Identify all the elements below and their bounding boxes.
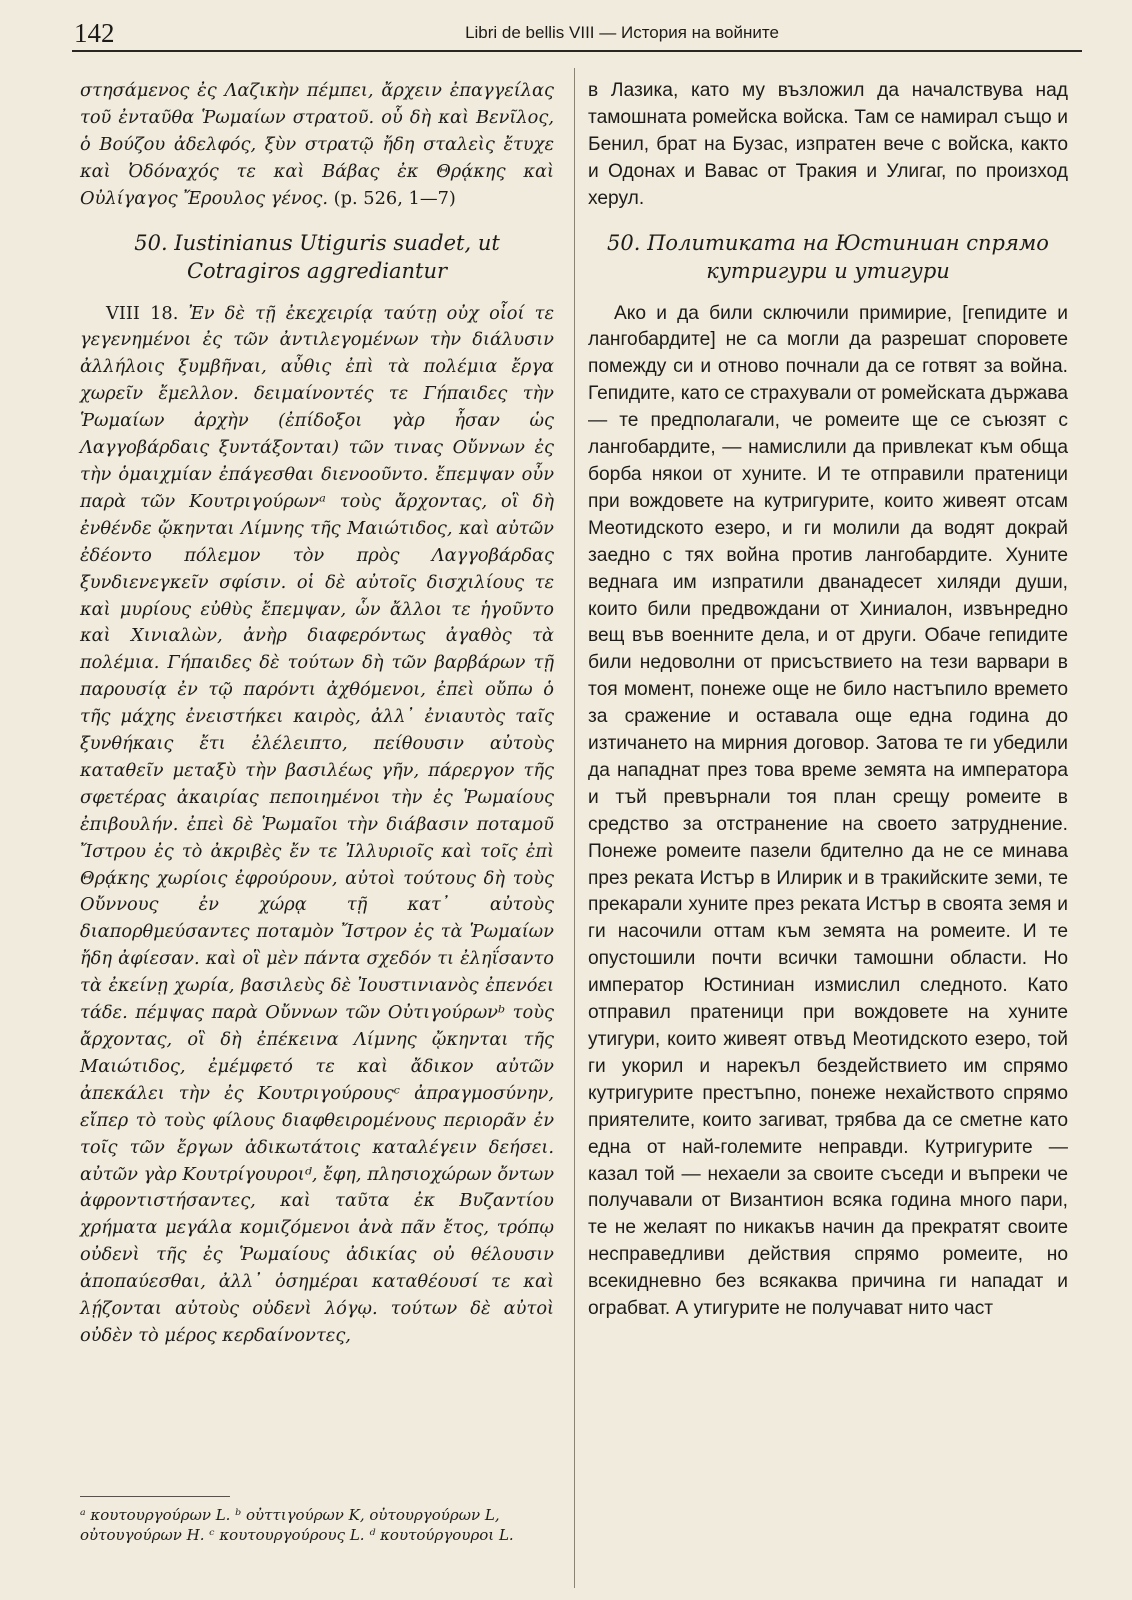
greek-paragraph-1 <box>80 78 554 213</box>
bulgarian-paragraph-2: Ако и да били сключили примирие, [гепидите и лангобардите] не са могли да разрешат споровете помежду си и отново почнали да се готвят за война. Гепидите, като се страхували от ромейската държава — те предполагали, че ромеите ще се съюзят с лангобардите, — намислили да привлекат към обща борба някои от хуните. И те отправили пратеници при вождовете на кутригурите, които живеят отсам Меотидското езеро, и ги молили да водят докрай заедно с тях война против лангобардите. Хуните веднага им изпратили дванадесет хиляди души, които били предвождани от Хиниалон, извънредно вещ във военните дела, и от други. Обаче гепидите били недоволни от присъствието на тези варвари в тоя момент, понеже още не било настъпило времето за сражение и оставала още една година до изтичането на мирния договор. Затова те ги убедили да нападнат през това време земята на императора и тъй превърнали тоя план срещу ромеите в средство за отстранение на своето затруднение. Понеже ромеите пазели бдително да не се минава през реката Истър в Илирик и в тракийските земи, те прекарали хуните през реката Истър в своята земя и ги насочили оттам към земята на ромеите. И те опустошили почти всички тамошни области. Но император Юстиниан измислил следното. Като отправил пратеници при вождовете на хуните утигури, които живеят отвъд Меотидското езеро, той ги укорил и нарекъл бездействието им спрямо кутригурите престъпно, понеже нехайството спрямо приятелите, които загиват, трябва да се сметне като една от най-големите неправди. Кутригурите — казал той — нехаели за своите съседи и въпреки че получавали от Византион всяка година много пари, те не желаят по никакъв начин да прекратят своите несправедливи действия спрямо ромеите, но всекидневно без всякаква причина ги нападат и ограбват. А утигурите не получават нито част <box>588 302 1068 1320</box>
footnotes: ᵃ κουτουργούρων L. ᵇ οὐττιγούρων K, οὐτουργούρων L, οὐτουγούρων H. ᶜ κουτουργούρους L. ᵈ κουτούργουροι L. <box>80 1506 514 1544</box>
bulgarian-paragraph-1: в Лазика, като му възложил да началствува над тамошната ромейска войска. Там се намирал също и Бенил, брат на Бузас, изпратен вече с войска, както и Одонах и Вавас от Тракия и Улигаг, по произход херул. <box>588 80 1068 209</box>
footnote-rule <box>80 1496 230 1497</box>
greek-paragraph-2-text: Ἐν δὲ τῇ ἐκεχειρίᾳ ταύτῃ οὐχ οἷοί τε γεγενημένοι ἐς τῶν ἀντιλεγομένων τὴν διάλυσιν ἀλλήλοις ξυμβῆναι, αὖθις ἐπὶ τὰ πολέμια ἔργα χωρεῖν ἔμελλον. δειμαίνοντές τε Γήπαιδες τὴν Ῥωμαίων ἀρχὴν (ἐπίδοξοι γὰρ ἦσαν ὡς Λαγγοβάρδαις ξυντάξονται) τῶν τινας Οὔννων ἐς τὴν ὁμαιχμίαν ἐπάγεσθαι διενοοῦντο. ἔπεμψαν οὖν παρὰ τῶν Κουτριγούρωνᵃ τοὺς ἄρχοντας, οἳ δὴ ἐνθένδε ᾤκηνται Λίμνης τῆς Μαιώτιδος, καὶ αὐτῶν ἐδέοντο πόλεμον τὸν πρὸς Λαγγοβάρδας ξυνδιενεγκεῖν σφίσιν. οἱ δὲ αὐτοῖς δισχιλίους τε καὶ μυρίους εὐθὺς ἔπεμψαν, ὧν ἄλλοι τε ἡγοῦντο καὶ Χινιαλὼν, ἀνὴρ διαφερόντως ἀγαθὸς τὰ πολέμια. Γήπαιδες δὲ τούτων δὴ τῶν βαρβάρων τῇ παρουσίᾳ ἐν τῷ παρόντι ἀχθόμενοι, ἐπεὶ οὔπω ὁ τῆς μάχης ἐνειστήκει καιρὸς, ἀλλ᾽ ἐνιαυτὸς ταῖς ξυνθήκαις ἔτι ἐλέλειπτο, πείθουσιν αὐτοὺς καταθεῖν μεταξὺ τὴν βασιλέως γῆν, πάρεργον τῆς σφετέρας ἀκαιρίας πεποιημένοι τὴν ἐς Ῥωμαίους ἐπιβουλήν. ἐπεὶ δὲ Ῥωμαῖοι τὴν διάβασιν ποταμοῦ Ἴστρου ἐς τὸ ἀκριβὲς ἔν τε Ἰλλυριοῖς καὶ τοῖς ἐπὶ Θρᾴκης χωρίοις ἐφρούρουν, αὐτοὶ τούτους δὴ τοὺς Οὔννους ἐν χώρᾳ τῇ κατ᾽ αὐτοὺς διαπορθμεύσαντες ποταμὸν Ἴστρον ἐς τὰ Ῥωμαίων ἤδη ἀφίεσαν. καὶ οἳ μὲν πάντα σχεδόν τι ἐληΐσαντο τὰ ἐκείνῃ χωρία, βασιλεὺς δὲ Ἰουστινιανὸς ἐπενόει τάδε. πέμψας παρὰ Οὔννων τῶν Οὐτιγούρωνᵇ τοὺς ἄρχοντας, οἳ δὴ ἐπέκεινα Λίμνης ᾤκηνται τῆς Μαιώτιδος, ἐμέμφετό τε καὶ ἄδικον αὐτῶν ἀπεκάλει τὴν ἐς Κουτριγούρουςᶜ ἀπραγμοσύνην, εἴπερ τὸ τοὺς φίλους διαφθειρομένους περιορᾶν ἐν τοῖς τῶν ἔργων ἀδικωτάτοις καταλέγειν δεήσει. αὐτῶν γὰρ Κουτρίγουροιᵈ, ἔφη, πλησιοχώρων ὄντων ἀφροντιστήσαντες, καὶ ταῦτα ἐκ Βυζαντίου χρήματα μεγάλα κομιζόμενοι ἀνὰ πᾶν ἔτος, τρόπῳ οὐδενὶ τῆς ἐς Ῥωμαίους ἀδικίας οὐ θέλουσιν ἀποπαύεσθαι, ἀλλ᾽ ὁσημέραι καταθέουσί τε καὶ λῄζονται αὐτοὺς οὐδενὶ λόγῳ. τούτων δὲ αὐτοὶ οὐδὲν τὸ μέρος κερδαίνοντες, <box>80 302 555 1346</box>
greek-paragraph-1-text: στησάμενος ἐς Λαζικὴν πέμπει, ἄρχειν ἐπαγγείλας τοῦ ἐνταῦθα Ῥωμαίων στρατοῦ. οὗ δὴ καὶ Βενῖλος, ὁ Βούζου ἀδελφός, ξὺν στρατῷ ἤδη σταλεὶς ἔτυχε καὶ Ὀδόναχός τε καὶ Βάβας ἐκ Θρᾴκης καὶ Οὐλίγαγος Ἔρουλος γένος. <box>80 80 554 209</box>
running-title: Libri de bellis VIII — История на войните <box>465 23 779 42</box>
greek-paragraph-2 <box>80 301 554 1350</box>
bulgarian-section-title <box>588 229 1068 285</box>
greek-book-reference: VIII 18. <box>106 302 179 324</box>
page-header <box>72 14 1082 52</box>
greek-paragraph-1-ref: (p. 526, 1—7) <box>333 187 456 209</box>
page-number: 142 <box>74 18 115 48</box>
column-divider <box>574 68 575 1588</box>
greek-section-title-line-2: Cotragiros aggrediantur <box>186 258 448 283</box>
greek-column <box>80 78 554 1350</box>
bulgarian-section-title-line-1: 50. Политиката на Юстиниан спрямо <box>607 230 1049 255</box>
bulgarian-column <box>588 78 1068 1323</box>
greek-section-title <box>80 229 554 285</box>
greek-section-title-line-1: 50. Iustinianus Utiguris suadet, ut <box>134 230 500 255</box>
bulgarian-section-title-line-2: кутригури и утигури <box>706 258 950 283</box>
